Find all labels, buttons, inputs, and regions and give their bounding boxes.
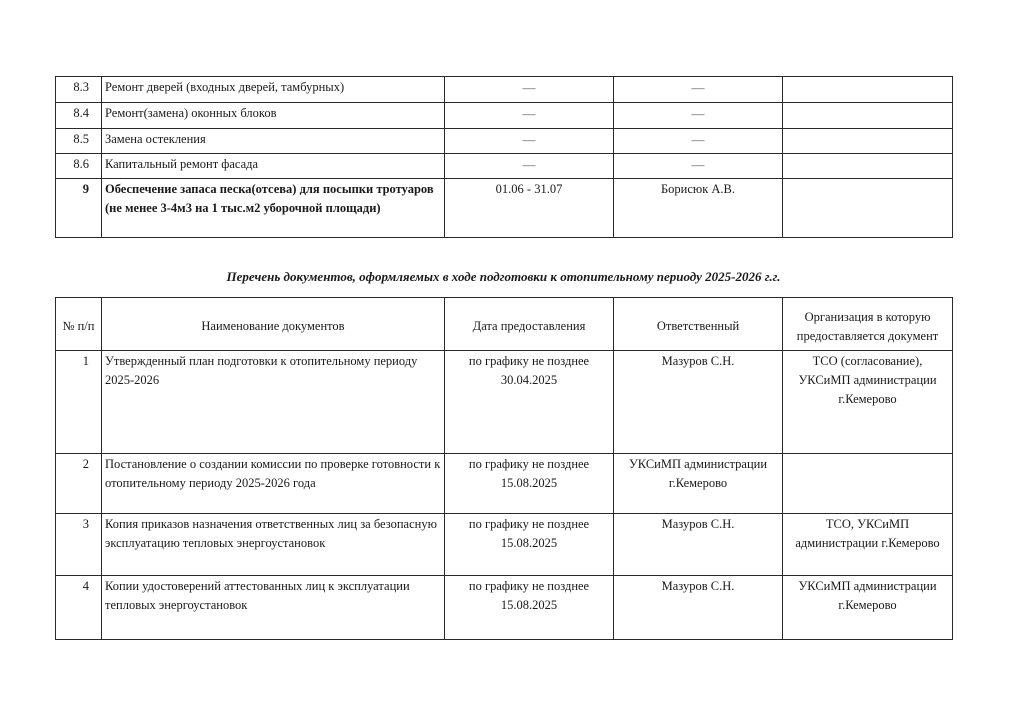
work-note [783,179,953,238]
work-date: — [445,154,614,179]
work-date: — [445,129,614,154]
document-org [783,454,953,514]
table-row [56,179,953,238]
header-responsible: Ответственный [614,298,783,351]
row-number: 8.5 [56,129,102,154]
row-number: 9 [56,179,102,238]
work-name: Капитальный ремонт фасада [102,154,445,179]
header-num: № п/п [56,298,102,351]
table-row [56,129,953,154]
document-org: УКСиМП администрации г.Кемерово [783,576,953,640]
document-responsible: Мазуров С.Н. [614,351,783,454]
document-name: Утвержденный план подготовки к отопительному периоду 2025-2026 [102,351,445,454]
work-name: Обеспечение запаса песка(отсева) для посыпки тротуаров (не менее 3-4м3 на 1 тыс.м2 уборочной площади) [102,179,445,238]
document-name: Копии удостоверений аттестованных лиц к эксплуатации тепловых энергоустановок [102,576,445,640]
work-responsible: — [614,77,783,103]
work-name: Ремонт дверей (входных дверей, тамбурных) [102,77,445,103]
row-number: 8.3 [56,77,102,103]
table-row [56,576,953,640]
work-date: 01.06 - 31.07 [445,179,614,238]
work-responsible: Борисюк А.В. [614,179,783,238]
row-number: 4 [56,576,102,640]
header-org: Организация в которую предоставляется документ [783,298,953,351]
document-name: Копия приказов назначения ответственных лиц за безопасную эксплуатацию тепловых энергоустановок [102,514,445,576]
row-number: 2 [56,454,102,514]
row-number: 1 [56,351,102,454]
table-row [56,351,953,454]
work-responsible: — [614,154,783,179]
document-date: по графику не позднее 30.04.2025 [445,351,614,454]
row-number: 8.4 [56,103,102,129]
work-responsible: — [614,103,783,129]
document-responsible: Мазуров С.Н. [614,576,783,640]
work-note [783,103,953,129]
section-title: Перечень документов, оформляемых в ходе подготовки к отопительному периоду 2025-2026 г.г. [226,269,781,284]
work-note [783,129,953,154]
table-row [56,77,953,103]
document-date: по графику не позднее 15.08.2025 [445,514,614,576]
document-name: Постановление о создании комиссии по проверке готовности к отопительному периоду 2025-2026 года [102,454,445,514]
table-row [56,514,953,576]
row-number: 3 [56,514,102,576]
row-number: 8.6 [56,154,102,179]
work-name: Ремонт(замена) оконных блоков [102,103,445,129]
work-note [783,77,953,103]
work-responsible: — [614,129,783,154]
work-name: Замена остекления [102,129,445,154]
documents-table [55,297,953,640]
works-table [55,76,953,238]
table-row [56,454,953,514]
document-responsible: УКСиМП администрации г.Кемерово [614,454,783,514]
work-date: — [445,77,614,103]
document-date: по графику не позднее 15.08.2025 [445,576,614,640]
work-note [783,154,953,179]
document-responsible: Мазуров С.Н. [614,514,783,576]
table-row [56,103,953,129]
table-row [56,154,953,179]
document-org: ТСО (согласование), УКСиМП администрации г.Кемерово [783,351,953,454]
document-org: ТСО, УКСиМП администрации г.Кемерово [783,514,953,576]
document-date: по графику не позднее 15.08.2025 [445,454,614,514]
header-name: Наименование документов [102,298,445,351]
table-header-row [56,298,953,351]
header-date: Дата предоставления [445,298,614,351]
work-date: — [445,103,614,129]
